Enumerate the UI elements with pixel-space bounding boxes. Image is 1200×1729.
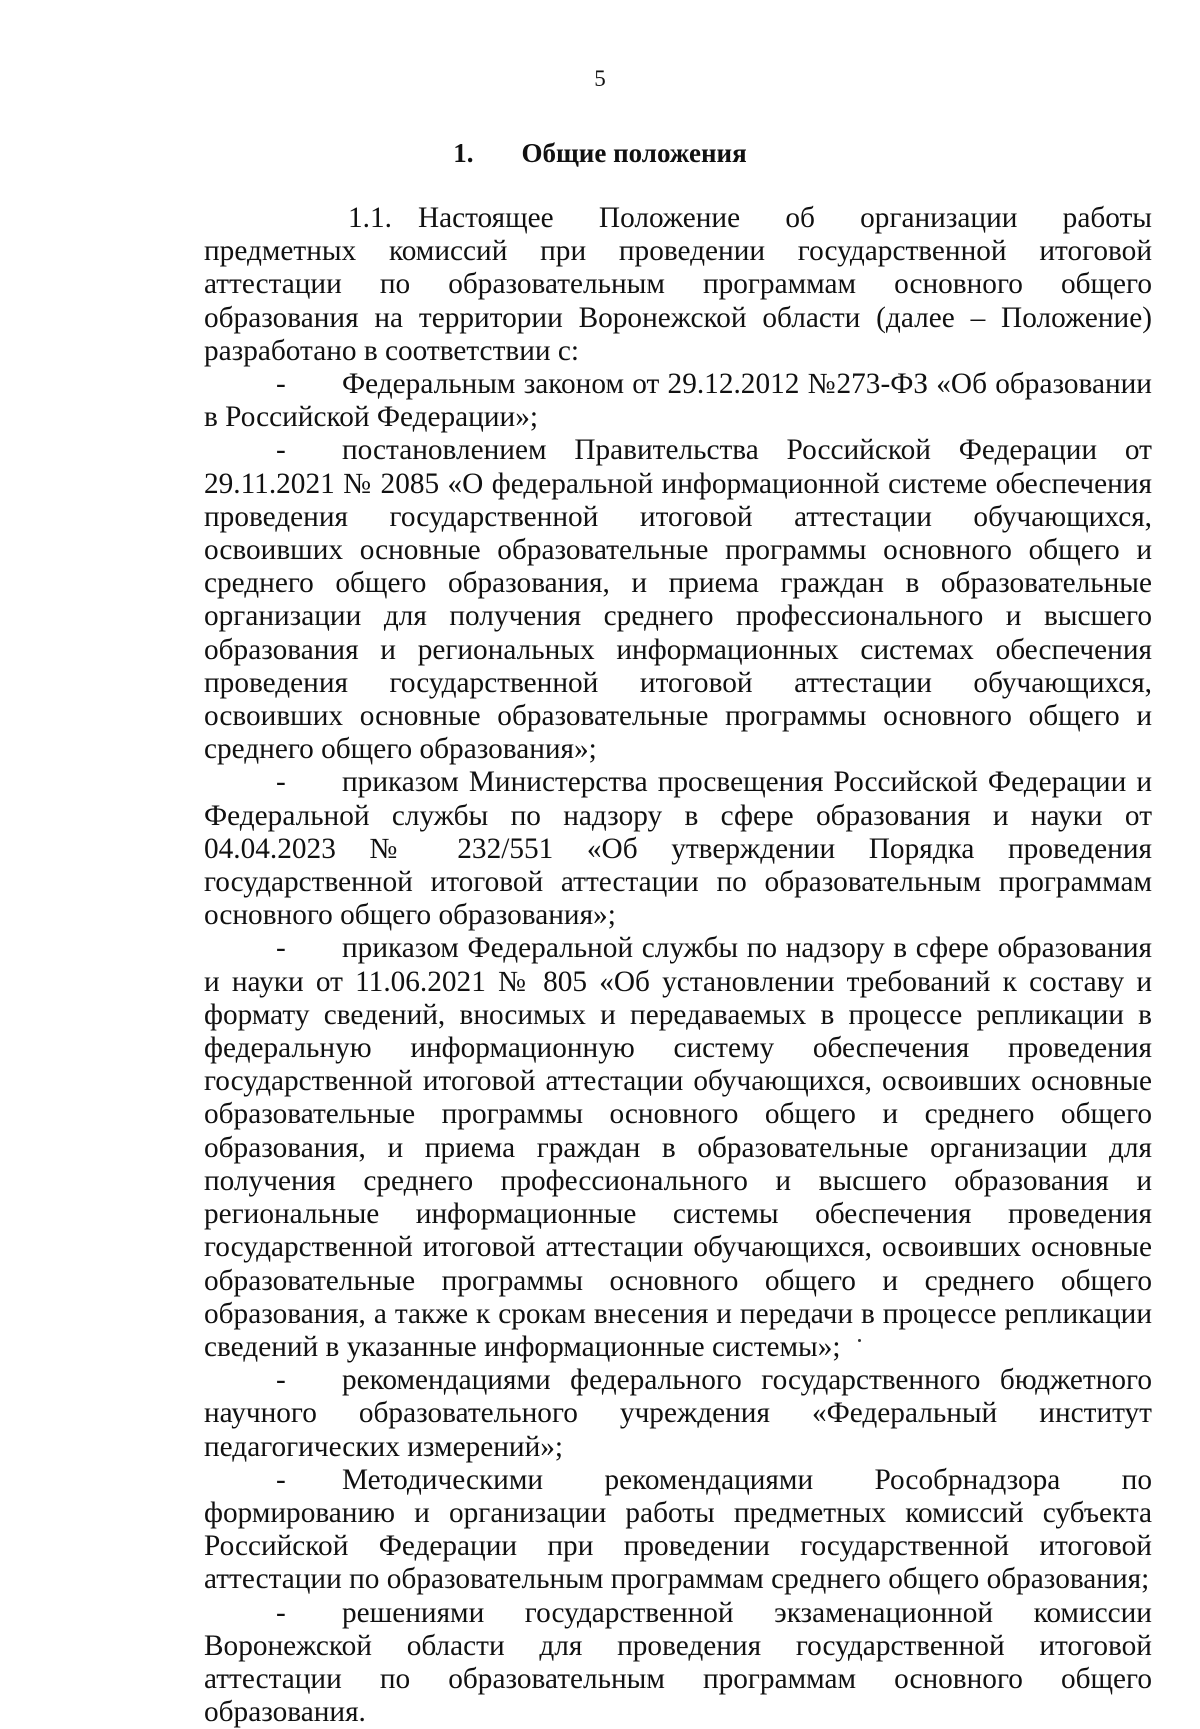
section-title: Общие положения (521, 138, 747, 168)
list-item-gek-decisions (204, 1597, 1152, 1729)
list-item-text: Методическими рекомендациями Рособрнадзора по формированию и организации работы предметных комиссий субъекта Российской Федерации при проведении государственной итоговой аттестации по образовательным программам среднего общего образования; (204, 1463, 1152, 1596)
section-heading (0, 138, 1200, 169)
list-item-text: приказом Министерства просвещения Российской Федерации и Федеральной службы по надзору в сфере образования и науки от 04.04.2023 № 232/551 «Об утверждении Порядка проведения государственной итоговой аттестации по образовательным программам основного общего образования»; (204, 766, 1152, 932)
list-item-federal-law (204, 368, 1152, 434)
list-dash: - (276, 766, 286, 799)
section-number: 1. (453, 138, 474, 168)
list-item-text: решениями государственной экзаменационной комиссии Воронежской области для проведения государственной итоговой аттестации по образовательным программам основного общего образования. (204, 1596, 1152, 1729)
list-item-methodical-recommendations (204, 1464, 1152, 1597)
list-item-rosobrnadzor-order (204, 932, 1152, 1364)
list-item-text: приказом Федеральной службы по надзору в сфере образования и науки от 11.06.2021 № 805 «Об установлении требований к составу и формату сведений, вносимых и передаваемых в процессе репликации в федеральную информационную систему обеспечения проведения государственной итоговой аттестации обучающихся, освоивших основные образовательные программы основного общего и среднего общего образования, и приема граждан в образовательные организации для получения среднего профессионального и высшего образования и региональные информационные системы обеспечения проведения государственной итоговой аттестации обучающихся, освоивших основные образовательные программы основного общего и среднего общего образования, а также к срокам внесения и передачи в процессе репликации сведений в указанные информационные системы»; (204, 932, 1152, 1363)
document-body (204, 202, 1152, 1729)
list-dash: - (276, 1463, 286, 1496)
list-item-text: Федеральным законом от 29.12.2012 №273-ФЗ «Об образовании в Российской Федерации»; (204, 368, 1152, 434)
list-dash: - (276, 1596, 286, 1629)
list-item-fipi-recommendations (204, 1364, 1152, 1464)
list-dash: - (276, 434, 286, 467)
page-number: 5 (594, 66, 606, 91)
list-item-text: рекомендациями федерального государственного бюджетного научного образовательного учреждения «Федеральный институт педагогических измерений»; (204, 1364, 1152, 1463)
list-dash: - (276, 368, 286, 401)
list-dash: - (276, 1364, 286, 1397)
scan-speck (858, 1339, 861, 1342)
list-item-government-decree (204, 434, 1152, 766)
list-item-text: постановлением Правительства Российской Федерации от 29.11.2021 № 2085 «О федеральной информационной системе обеспечения проведения государственной итоговой аттестации обучающихся, освоивших основные образовательные программы основного общего и среднего общего образования, и приема граждан в образовательные организации для получения среднего профессионального и высшего образования и региональных информационных системах обеспечения проведения государственной итоговой аттестации обучающихся, освоивших основные образовательные программы основного общего и среднего общего образования»; (204, 434, 1152, 766)
paragraph-1-1 (204, 202, 1152, 368)
paragraph-number: 1.1. (348, 202, 392, 234)
paragraph-text: Настоящее Положение об организации работы предметных комиссий при проведении государственной итоговой аттестации по образовательным программам основного общего образования на территории Воронежской области (далее – Положение) разработано в соответствии с: (204, 202, 1152, 367)
list-item-ministry-order (204, 766, 1152, 932)
list-dash: - (276, 932, 286, 965)
